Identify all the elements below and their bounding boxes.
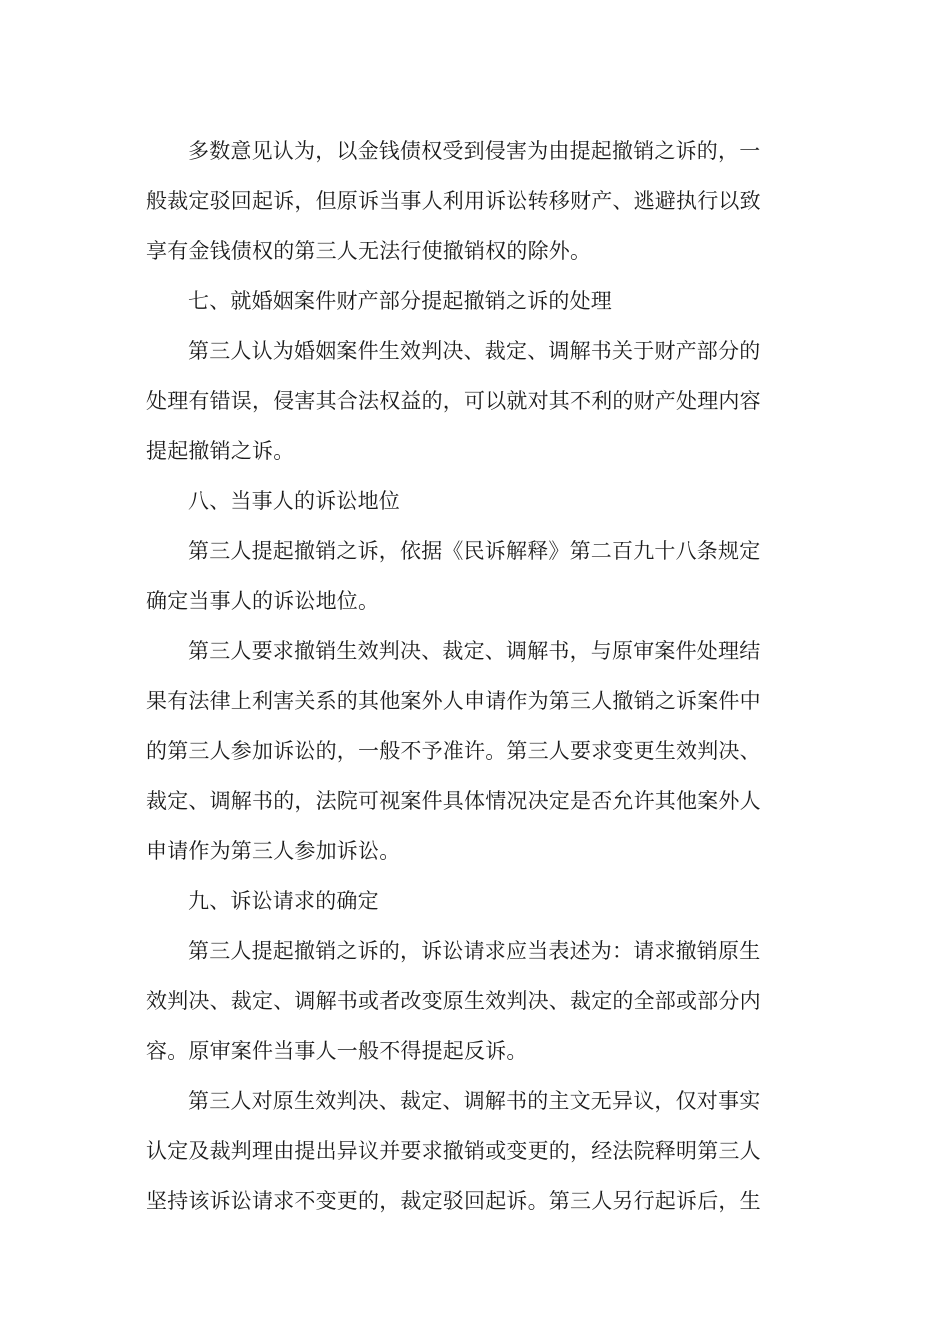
text-line: 多数意见认为，以金钱债权受到侵害为由提起撤销之诉的，一: [188, 139, 761, 163]
text-line: 容。原审案件当事人一般不得提起反诉。: [146, 1039, 528, 1063]
paragraph-objection-reasons: [146, 1076, 806, 1226]
document-page: [146, 126, 806, 1226]
text-line: 果有法律上利害关系的其他案外人申请作为第三人撤销之诉案件中: [146, 689, 761, 713]
paragraph-marriage-property: [146, 326, 806, 476]
heading-text: 九、诉讼请求的确定: [188, 889, 379, 913]
text-line: 般裁定驳回起诉，但原诉当事人利用诉讼转移财产、逃避执行以致: [146, 189, 761, 213]
text-line: 提起撤销之诉。: [146, 439, 295, 463]
paragraph-claim-statement: [146, 926, 806, 1076]
text-line: 的第三人参加诉讼的，一般不予准许。第三人要求变更生效判决、: [146, 739, 761, 763]
text-line: 申请作为第三人参加诉讼。: [146, 839, 401, 863]
text-line: 坚持该诉讼请求不变更的，裁定驳回起诉。第三人另行起诉后，生: [146, 1189, 761, 1213]
text-line: 裁定、调解书的，法院可视案件具体情况决定是否允许其他案外人: [146, 789, 761, 813]
text-line: 第三人要求撤销生效判决、裁定、调解书，与原审案件处理结: [188, 639, 761, 663]
paragraph-litigation-status: [146, 526, 806, 626]
section-heading-9: [146, 876, 806, 926]
text-line: 第三人认为婚姻案件生效判决、裁定、调解书关于财产部分的: [188, 339, 761, 363]
text-line: 第三人提起撤销之诉，依据《民诉解释》第二百九十八条规定: [188, 539, 761, 563]
text-line: 效判决、裁定、调解书或者改变原生效判决、裁定的全部或部分内: [146, 989, 761, 1013]
paragraph-third-party-join: [146, 626, 806, 876]
text-line: 确定当事人的诉讼地位。: [146, 589, 380, 613]
section-heading-8: [146, 476, 806, 526]
text-line: 认定及裁判理由提出异议并要求撤销或变更的，经法院释明第三人: [146, 1139, 761, 1163]
text-line: 处理有错误，侵害其合法权益的，可以就对其不利的财产处理内容: [146, 389, 761, 413]
text-line: 第三人提起撤销之诉的，诉讼请求应当表述为：请求撤销原生: [188, 939, 761, 963]
heading-text: 七、就婚姻案件财产部分提起撤销之诉的处理: [188, 289, 612, 313]
section-heading-7: [146, 276, 806, 326]
heading-text: 八、当事人的诉讼地位: [188, 489, 400, 513]
text-line: 第三人对原生效判决、裁定、调解书的主文无异议，仅对事实: [188, 1089, 761, 1113]
paragraph-monetary-claim: [146, 126, 806, 276]
text-line: 享有金钱债权的第三人无法行使撤销权的除外。: [146, 239, 592, 263]
